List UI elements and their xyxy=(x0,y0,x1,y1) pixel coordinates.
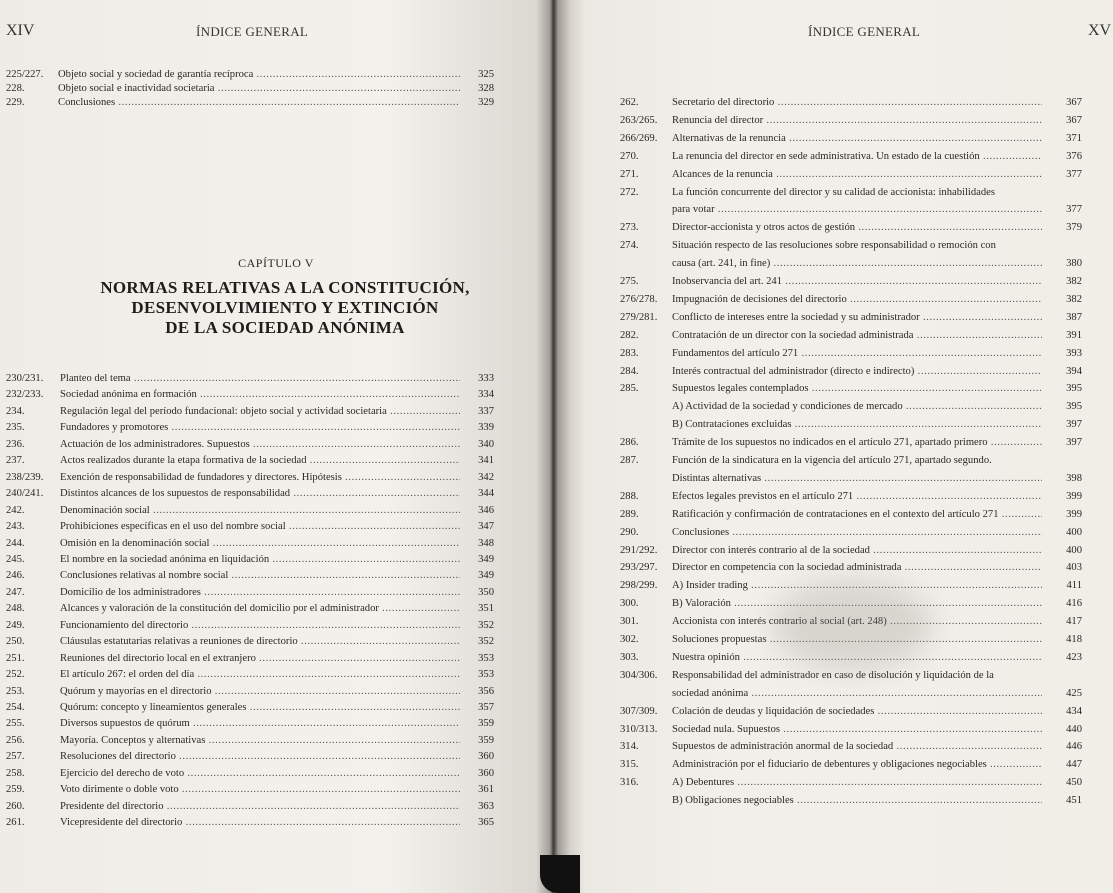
toc-entry-number: 288. xyxy=(620,490,639,502)
toc-entry-title: Trámite de los supuestos no indicados en el artículo 271, apartado primero ..... xyxy=(672,436,1042,449)
toc-entry-page: 346 xyxy=(478,504,494,516)
toc-entry-title: Omisión en la denominación social ..... xyxy=(60,537,460,550)
book-gutter xyxy=(536,0,570,893)
toc-entry-page: 397 xyxy=(1066,419,1082,431)
toc-entry-page: 376 xyxy=(1066,150,1082,162)
toc-entry-page: 423 xyxy=(1066,651,1082,663)
toc-entry-page: 403 xyxy=(1066,562,1082,574)
toc-entry-title: Denominación social ..... xyxy=(60,504,460,517)
toc-entry-title: Conclusiones relativas al nombre social ..... xyxy=(60,569,460,582)
running-head: ÍNDICE GENERAL xyxy=(808,24,921,39)
toc-entry-page: 451 xyxy=(1066,795,1082,807)
toc-entry-page: 341 xyxy=(478,455,494,467)
toc-entry-title: Presidente del directorio ..... xyxy=(60,800,460,813)
toc-entry-number: 230/231. xyxy=(6,373,44,384)
toc-entry-page: 328 xyxy=(478,83,494,95)
toc-entry-number: 247. xyxy=(6,586,25,598)
toc-entry-page: 348 xyxy=(478,537,494,549)
toc-entry-number: 249. xyxy=(6,619,25,631)
toc-entry-page: 344 xyxy=(478,488,494,500)
toc-entry-number: 315. xyxy=(620,759,639,771)
toc-entry-page: 447 xyxy=(1066,759,1082,771)
toc-entry-title: Sociedad anónima en formación ..... xyxy=(60,388,460,401)
toc-entry-title: Interés contractual del administrador (directo e indirecto) ..... xyxy=(672,365,1042,378)
toc-entry-number: 293/297. xyxy=(620,562,658,574)
chapter-title-line-3: DE LA SOCIEDAD ANÓNIMA xyxy=(165,318,405,337)
toc-entry-title: Fundadores y promotores ..... xyxy=(60,421,460,434)
toc-entry-number: 279/281. xyxy=(620,311,658,323)
toc-entry-title: Soluciones propuestas ..... xyxy=(672,633,1042,646)
page-number: XIV xyxy=(6,22,35,39)
toc-entry-page: 425 xyxy=(1066,687,1082,699)
toc-entry-page: 359 xyxy=(478,734,494,746)
toc-entry-title: Impugnación de decisiones del directorio ..... xyxy=(672,293,1042,306)
toc-list-main xyxy=(620,96,1082,807)
toc-entry-title: B) Contrataciones excluidas ..... xyxy=(672,418,1042,431)
toc-entry-page: 399 xyxy=(1066,490,1082,502)
toc-entry-page: 349 xyxy=(478,570,494,582)
toc-entry-number: 229. xyxy=(6,97,25,109)
toc-entry-number: 289. xyxy=(620,508,639,520)
toc-entry-page: 333 xyxy=(478,373,494,384)
toc-entry-page: 329 xyxy=(478,97,494,109)
toc-entry-title: Accionista con interés contrario al social (art. 248) ..... xyxy=(672,615,1042,628)
toc-entry-page: 387 xyxy=(1066,311,1082,323)
running-head: ÍNDICE GENERAL xyxy=(196,24,309,39)
toc-list-main xyxy=(6,372,494,852)
toc-entry-number: 237. xyxy=(6,455,25,467)
toc-entry-number: 258. xyxy=(6,767,25,779)
toc-entry-number: 262. xyxy=(620,97,639,108)
toc-entry-title: Distintos alcances de los supuestos de responsabilidad ..... xyxy=(60,487,460,500)
toc-entry-page: 416 xyxy=(1066,598,1082,610)
toc-entry-page: 365 xyxy=(478,817,494,829)
toc-entry-number: 287. xyxy=(620,455,639,466)
toc-entry-page: 352 xyxy=(478,619,494,631)
toc-entry-page: 340 xyxy=(478,438,494,450)
toc-entry-number: 314. xyxy=(620,741,639,753)
toc-entry-number: 252. xyxy=(6,669,25,681)
chapter-title-line-2: DESENVOLVIMIENTO Y EXTINCIÓN xyxy=(131,298,439,317)
toc-entry-title: Planteo del tema ..... xyxy=(60,372,460,385)
toc-entry-number: 245. xyxy=(6,553,25,565)
toc-entry-title: Inobservancia del art. 241 ..... xyxy=(672,275,1042,288)
toc-entry-title: A) Debentures ..... xyxy=(672,776,1042,789)
toc-entry-page: 446 xyxy=(1066,741,1082,753)
toc-entry-title: Nuestra opinión ..... xyxy=(672,651,1042,664)
toc-entry-page: 394 xyxy=(1066,365,1082,377)
toc-entry-number: 251. xyxy=(6,652,25,664)
right-page xyxy=(552,0,1113,893)
toc-entry-title: Distintas alternativas ..... xyxy=(672,472,1042,485)
toc-entry-title: Conclusiones ..... xyxy=(672,526,1042,539)
toc-entry-title: Director-accionista y otros actos de gestión ..... xyxy=(672,221,1042,234)
toc-entry-number: 254. xyxy=(6,702,25,713)
toc-list-top xyxy=(6,68,494,112)
toc-entry-title: Objeto social e inactividad societaria ..... xyxy=(58,82,460,95)
toc-entry-number: 235. xyxy=(6,422,25,434)
toc-entry-title: El nombre en la sociedad anónima en liquidación ..... xyxy=(60,553,460,566)
toc-entry-page: 352 xyxy=(478,636,494,648)
toc-entry-title: B) Valoración ..... xyxy=(672,597,1042,610)
toc-entry-title: Actuación de los administradores. Supuestos ..... xyxy=(60,438,460,451)
toc-entry-page: 350 xyxy=(478,586,494,598)
toc-entry-page: 395 xyxy=(1066,401,1082,413)
toc-entry-page: 382 xyxy=(1066,293,1082,305)
toc-entry-title: Reuniones del directorio local en el extranjero ..... xyxy=(60,652,460,665)
toc-entry-number: 304/306. xyxy=(620,669,658,681)
toc-entry-title: Regulación legal del período fundacional: objeto social y actividad societaria ..... xyxy=(60,405,460,418)
toc-entry-title: Director en competencia con la sociedad administrada ..... xyxy=(672,561,1042,574)
toc-entry-page: 400 xyxy=(1066,526,1082,538)
toc-entry-page: 334 xyxy=(478,389,494,401)
toc-entry-number: 290. xyxy=(620,526,639,538)
toc-entry-number: 234. xyxy=(6,405,25,417)
toc-entry-title: Exención de responsabilidad de fundadores y directores. Hipótesis ..... xyxy=(60,471,460,484)
toc-entry-page: 361 xyxy=(478,784,494,796)
left-page xyxy=(0,0,552,893)
toc-entry-number: 300. xyxy=(620,598,639,610)
chapter-title-line-1: NORMAS RELATIVAS A LA CONSTITUCIÓN, xyxy=(100,278,470,297)
toc-entry-title: A) Insider trading ..... xyxy=(672,579,1042,592)
toc-entry-number: 228. xyxy=(6,83,25,95)
page-number: XV xyxy=(1088,22,1112,39)
toc-entry-page: 395 xyxy=(1066,383,1082,395)
toc-entry-title: Contratación de un director con la sociedad administrada ..... xyxy=(672,329,1042,342)
toc-entry-number: 301. xyxy=(620,616,639,628)
toc-entry-number: 257. xyxy=(6,751,25,763)
toc-entry-title: Alcances y valoración de la constitución del domicilio por el administrador ..... xyxy=(60,602,460,615)
toc-entry-page: 399 xyxy=(1066,508,1082,520)
toc-entry-number: 244. xyxy=(6,537,25,549)
toc-entry-number: 240/241. xyxy=(6,488,44,500)
toc-entry-page: 411 xyxy=(1066,580,1082,592)
toc-entry-number: 316. xyxy=(620,777,639,789)
toc-entry-title: Resoluciones del directorio ..... xyxy=(60,750,460,763)
toc-entry-title: Objeto social y sociedad de garantía recíproca ..... xyxy=(58,68,460,81)
chapter-label: CAPÍTULO V xyxy=(238,256,314,270)
toc-entry-page: 337 xyxy=(478,405,494,417)
toc-entry-number: 291/292. xyxy=(620,544,658,556)
toc-entry-number: 246. xyxy=(6,570,25,582)
toc-entry-page: 347 xyxy=(478,521,494,533)
toc-entry-number: 236. xyxy=(6,438,25,450)
toc-entry-number: 242. xyxy=(6,504,25,516)
toc-entry-title: La función concurrente del director y su calidad de accionista: inhabilidades xyxy=(672,186,995,198)
toc-entry-title: Efectos legales previstos en el artículo 271 ..... xyxy=(672,490,1042,503)
toc-entry-number: 243. xyxy=(6,521,25,533)
toc-entry-page: 357 xyxy=(478,702,494,713)
book-spine-shadow xyxy=(540,855,580,893)
toc-entry-page: 360 xyxy=(478,767,494,779)
toc-entry-number: 238/239. xyxy=(6,471,44,483)
toc-entry-number: 307/309. xyxy=(620,705,658,717)
toc-entry-page: 380 xyxy=(1066,258,1082,270)
toc-entry-title: Prohibiciones específicas en el uso del nombre social ..... xyxy=(60,520,460,533)
toc-entry-title: Supuestos legales contemplados ..... xyxy=(672,382,1042,395)
toc-entry-number: 259. xyxy=(6,784,25,796)
toc-entry-title: Conclusiones ..... xyxy=(58,96,460,109)
toc-entry-page: 418 xyxy=(1066,634,1082,645)
toc-entry-number: 282. xyxy=(620,329,639,341)
toc-entry-title: Renuncia del director ..... xyxy=(672,114,1042,127)
toc-entry-number: 276/278. xyxy=(620,293,658,305)
toc-entry-number: 285. xyxy=(620,383,639,395)
toc-entry-page: 360 xyxy=(478,751,494,763)
toc-entry-title: B) Obligaciones negociables ..... xyxy=(672,794,1042,807)
toc-entry-page: 377 xyxy=(1066,168,1082,180)
toc-entry-page: 382 xyxy=(1066,276,1082,287)
toc-entry-title: Voto dirimente o doble voto ..... xyxy=(60,783,460,796)
toc-entry-title: Mayoría. Conceptos y alternativas ..... xyxy=(60,734,460,747)
toc-entry-number: 310/313. xyxy=(620,723,658,735)
toc-entry-title: Supuestos de administración anormal de la sociedad ..... xyxy=(672,740,1042,753)
toc-entry-page: 339 xyxy=(478,422,494,434)
toc-entry-title: La renuncia del director en sede administrativa. Un estado de la cuestión ..... xyxy=(672,150,1042,163)
toc-entry-title: Vicepresidente del directorio ..... xyxy=(60,816,460,829)
toc-entry-page: 377 xyxy=(1066,204,1082,216)
toc-entry-title: Alcances de la renuncia ..... xyxy=(672,168,1042,181)
toc-entry-page: 325 xyxy=(478,69,494,80)
toc-entry-page: 353 xyxy=(478,652,494,664)
toc-entry-number: 302. xyxy=(620,634,639,645)
toc-entry-page: 391 xyxy=(1066,329,1082,341)
toc-entry-number: 253. xyxy=(6,685,25,697)
toc-entry-title: Cláusulas estatutarias relativas a reuniones de directorio ..... xyxy=(60,635,460,648)
toc-entry-number: 273. xyxy=(620,222,639,234)
toc-entry-page: 353 xyxy=(478,669,494,681)
toc-entry-page: 342 xyxy=(478,471,494,483)
toc-entry-number: 256. xyxy=(6,734,25,746)
toc-entry-page: 359 xyxy=(478,718,494,730)
toc-entry-page: 450 xyxy=(1066,777,1082,789)
toc-entry-number: 272. xyxy=(620,186,639,198)
toc-entry-page: 356 xyxy=(478,685,494,697)
toc-entry-page: 367 xyxy=(1066,114,1082,126)
toc-entry-title: Ejercicio del derecho de voto ..... xyxy=(60,767,460,780)
toc-entry-page: 367 xyxy=(1066,97,1082,108)
toc-entry-number: 248. xyxy=(6,603,25,615)
toc-entry-title: sociedad anónima ..... xyxy=(672,687,1042,700)
toc-entry-title: Domicilio de los administradores ..... xyxy=(60,586,460,599)
toc-entry-number: 275. xyxy=(620,276,639,287)
toc-entry-number: 250. xyxy=(6,636,25,648)
toc-entry-number: 283. xyxy=(620,347,639,359)
toc-entry-number: 261. xyxy=(6,817,25,829)
toc-entry-title: Quórum: concepto y lineamientos generales ..... xyxy=(60,701,460,714)
toc-entry-page: 349 xyxy=(478,553,494,565)
toc-entry-number: 298/299. xyxy=(620,580,658,592)
toc-entry-title: Situación respecto de las resoluciones sobre responsabilidad o remoción con xyxy=(672,240,996,252)
toc-entry-title: causa (art. 241, in fine) ..... xyxy=(672,257,1042,270)
toc-entry-page: 397 xyxy=(1066,437,1082,449)
toc-entry-title: Secretario del directorio ..... xyxy=(672,96,1042,109)
toc-entry-title: A) Actividad de la sociedad y condiciones de mercado ..... xyxy=(672,400,1042,413)
toc-entry-page: 398 xyxy=(1066,472,1082,484)
toc-entry-number: 303. xyxy=(620,651,639,663)
toc-entry-title: Diversos supuestos de quórum ..... xyxy=(60,717,460,730)
toc-entry-number: 270. xyxy=(620,150,639,162)
toc-entry-page: 393 xyxy=(1066,347,1082,359)
toc-entry-number: 286. xyxy=(620,437,639,449)
toc-entry-number: 263/265. xyxy=(620,114,658,126)
toc-entry-title: Actos realizados durante la etapa formativa de la sociedad ..... xyxy=(60,454,460,467)
toc-entry-page: 371 xyxy=(1066,132,1082,144)
toc-entry-title: Administración por el fiduciario de debentures y obligaciones negociables ..... xyxy=(672,758,1042,771)
toc-entry-number: 274. xyxy=(620,240,639,252)
toc-entry-title: Colación de deudas y liquidación de sociedades ..... xyxy=(672,705,1042,718)
toc-entry-title: Conflicto de intereses entre la sociedad y su administrador ..... xyxy=(672,311,1042,324)
toc-entry-title: Ratificación y confirmación de contrataciones en el contexto del artículo 271 ..... xyxy=(672,508,1042,521)
toc-entry-page: 363 xyxy=(478,800,494,812)
page-stain xyxy=(772,580,932,670)
toc-entry-title: Director con interés contrario al de la sociedad ..... xyxy=(672,544,1042,557)
toc-entry-number: 271. xyxy=(620,168,639,180)
toc-entry-number: 225/227. xyxy=(6,69,44,80)
toc-entry-title: Sociedad nula. Supuestos ..... xyxy=(672,723,1042,736)
toc-entry-title: Funcionamiento del directorio ..... xyxy=(60,619,460,632)
toc-entry-title: para votar ..... xyxy=(672,203,1042,216)
toc-entry-number: 266/269. xyxy=(620,132,658,144)
toc-entry-page: 400 xyxy=(1066,544,1082,556)
toc-entry-title: Alternativas de la renuncia ..... xyxy=(672,132,1042,145)
toc-entry-title: Responsabilidad del administrador en caso de disolución y liquidación de la xyxy=(672,669,994,681)
toc-entry-number: 284. xyxy=(620,365,639,377)
toc-entry-number: 260. xyxy=(6,800,25,812)
toc-entry-page: 440 xyxy=(1066,723,1082,735)
toc-entry-page: 417 xyxy=(1066,616,1082,628)
toc-entry-page: 434 xyxy=(1066,705,1082,717)
toc-entry-number: 232/233. xyxy=(6,389,44,401)
toc-entry-page: 351 xyxy=(478,603,494,615)
toc-entry-title: El artículo 267: el orden del día ..... xyxy=(60,668,460,681)
toc-entry-title: Función de la sindicatura en la vigencia del artículo 271, apartado segundo. xyxy=(672,455,992,466)
toc-entry-title: Fundamentos del artículo 271 ..... xyxy=(672,347,1042,360)
toc-entry-title: Quórum y mayorías en el directorio ..... xyxy=(60,685,460,698)
toc-entry-number: 255. xyxy=(6,718,25,730)
toc-entry-page: 379 xyxy=(1066,222,1082,234)
